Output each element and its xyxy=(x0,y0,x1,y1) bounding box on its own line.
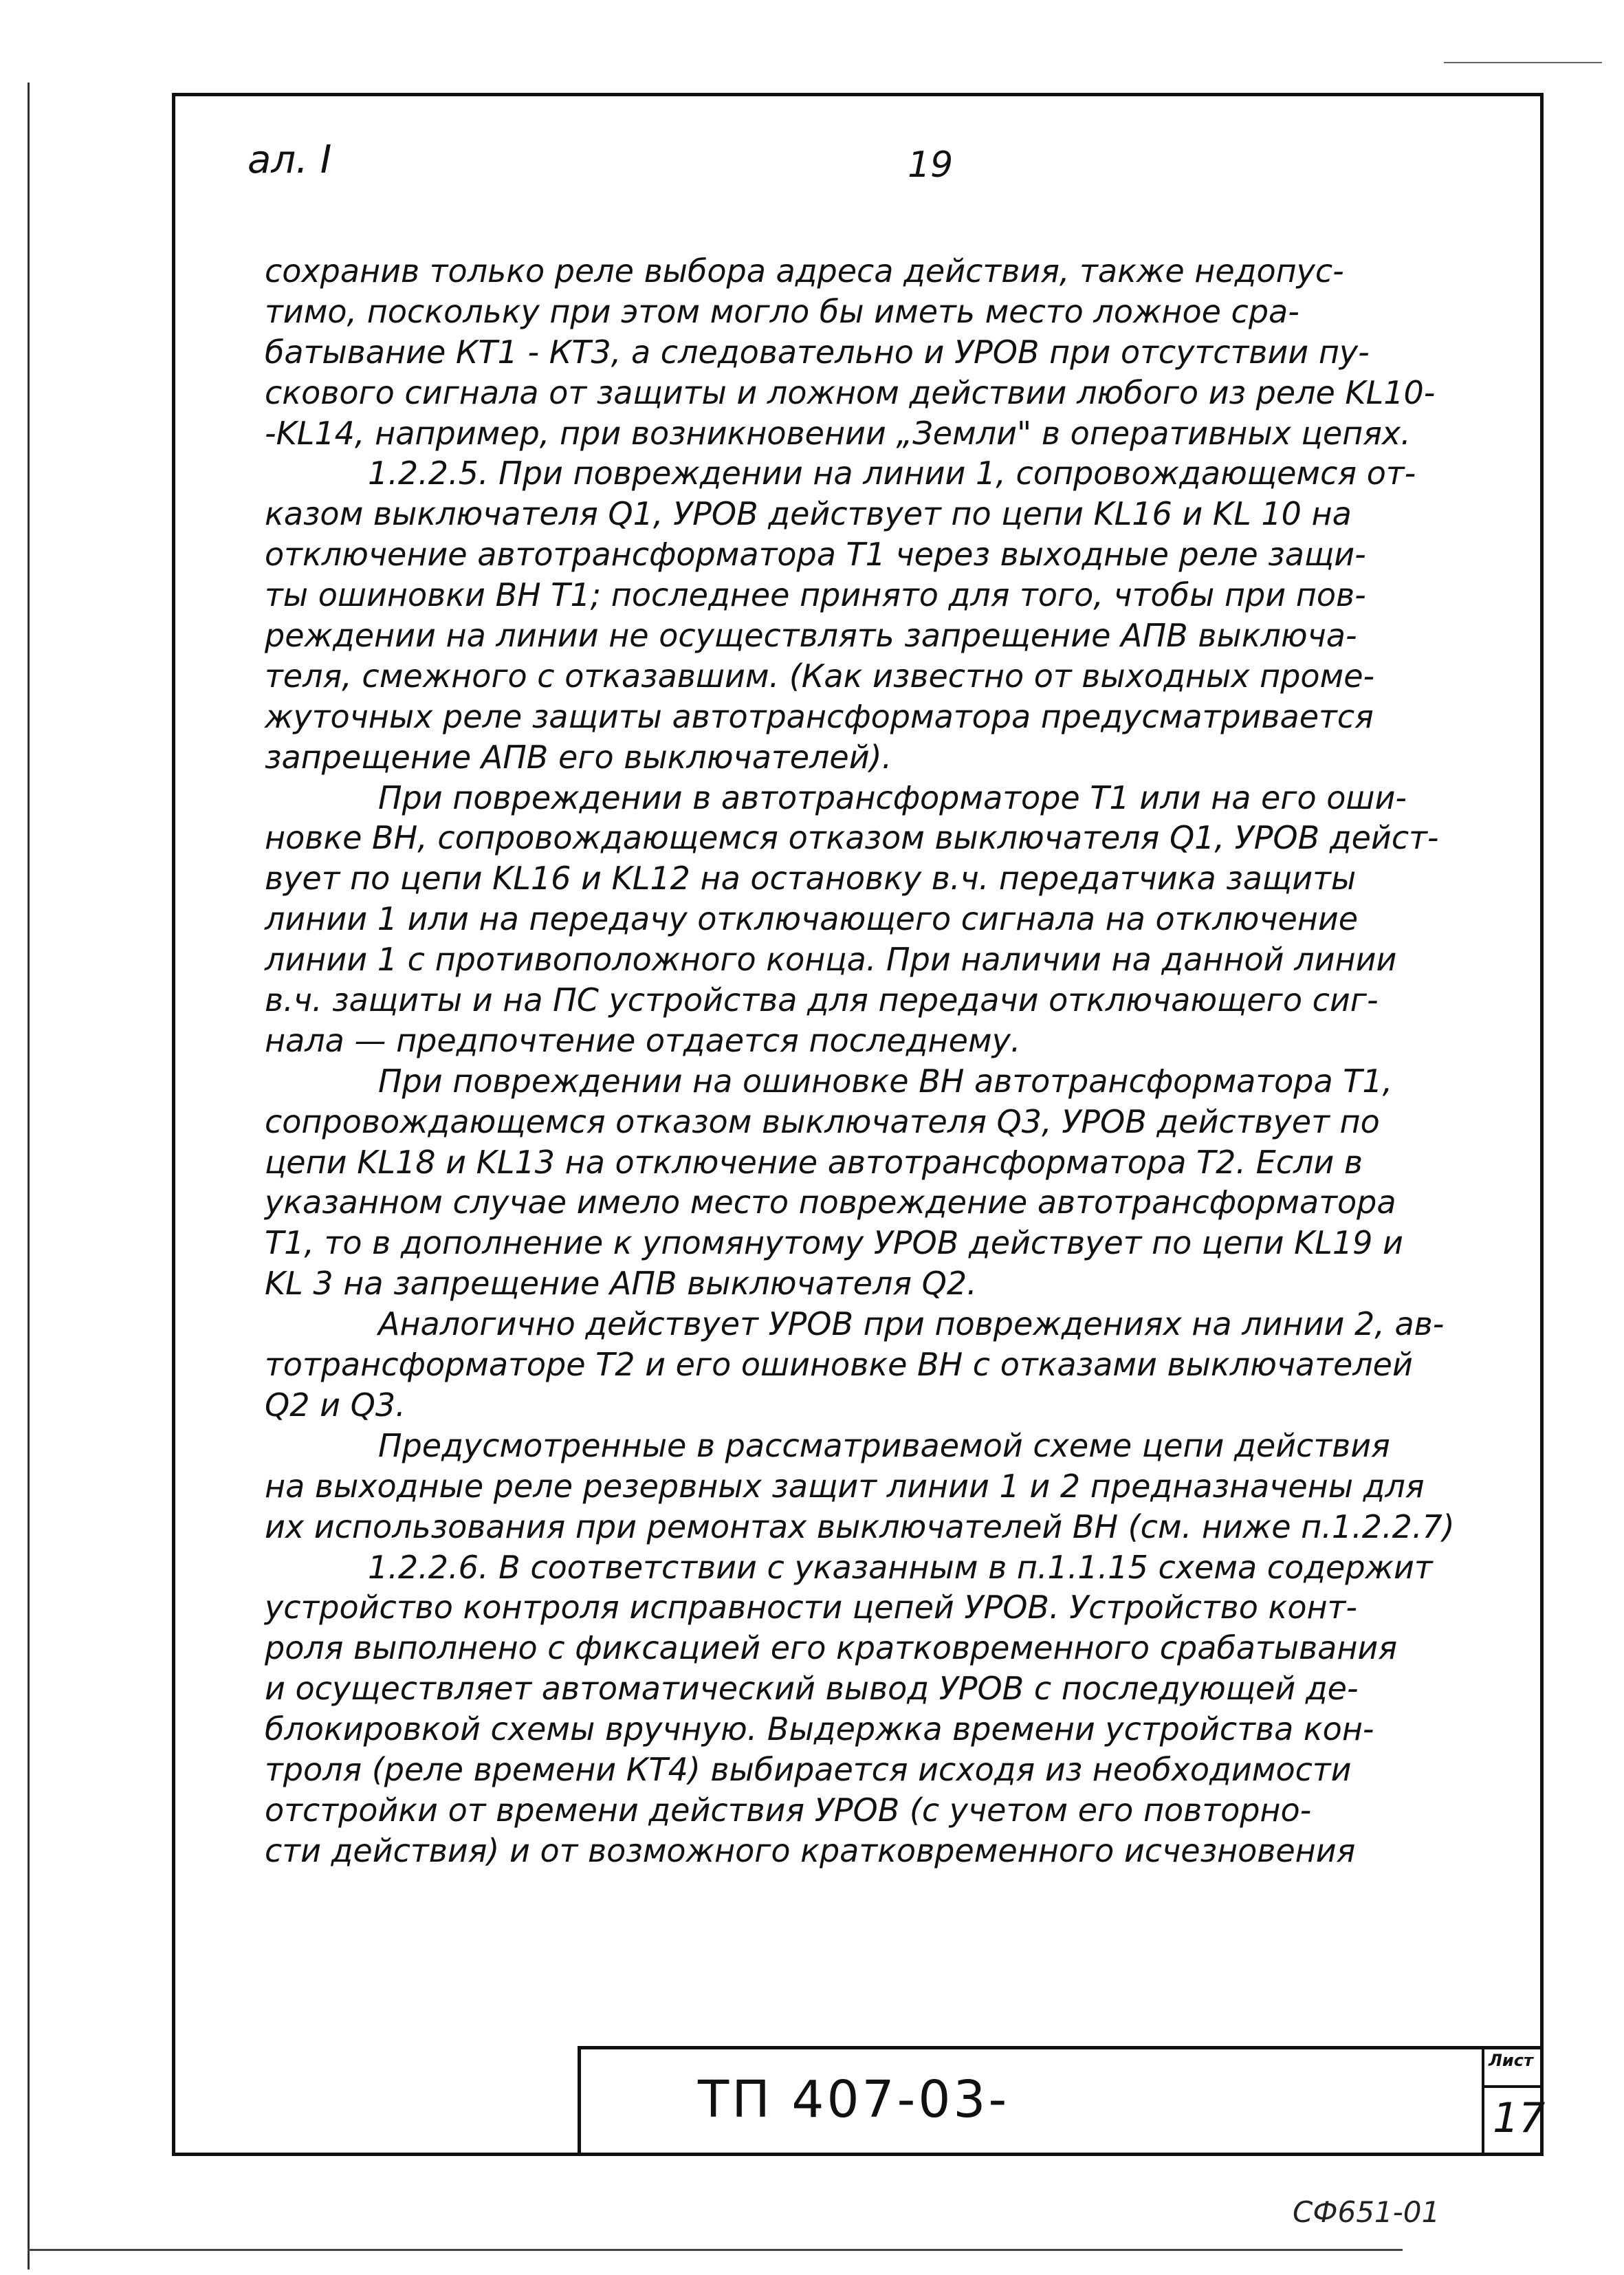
text-line: на выходные реле резервных защит линии 1 и 2 предназначены для xyxy=(265,1467,1425,1505)
text-line: указанном случае имело место повреждение автотрансформатора xyxy=(265,1184,1396,1221)
text-line: Т1, то в дополнение к упомянутому УРОВ действует по цепи KL19 и xyxy=(265,1224,1403,1262)
text-line: сохранив только реле выбора адреса действия, также недопус- xyxy=(265,252,1344,290)
text-line: линии 1 с противоположного конца. При наличии на данной линии xyxy=(265,941,1397,979)
sheet-cell xyxy=(1482,2049,1544,2156)
text-line: реждении на линии не осуществлять запрещение АПВ выключа- xyxy=(265,617,1357,655)
text-line: 1.2.2.6. В соответствии с указанным в п.1.1.15 схема содержит xyxy=(368,1548,1433,1586)
text-line: роля выполнено с фиксацией его кратковременного срабатывания xyxy=(265,1629,1397,1667)
sheet-number: 17 xyxy=(1493,2094,1546,2142)
text-line: жуточных реле защиты автотрансформатора предусматривается xyxy=(265,697,1374,735)
document-code: ТП 407-03- xyxy=(698,2070,1010,2129)
text-line: блокировкой схемы вручную. Выдержка времени устройства кон- xyxy=(265,1710,1374,1748)
text-line: в.ч. защиты и на ПС устройства для передачи отключающего сиг- xyxy=(265,981,1379,1019)
text-line: При повреждении в автотрансформаторе Т1 или на его оши- xyxy=(378,779,1407,816)
text-line: отстройки от времени действия УРОВ (с учетом его повторно- xyxy=(265,1791,1312,1829)
top-edge-rule xyxy=(1444,62,1602,63)
left-margin-rule xyxy=(28,83,30,2269)
text-line: цепи KL18 и KL13 на отключение автотрансформатора Т2. Если в xyxy=(265,1143,1363,1181)
text-line: При повреждении на ошиновке ВН автотрансформатора Т1, xyxy=(378,1062,1393,1100)
text-line: ты ошиновки ВН Т1; последнее принято для того, чтобы при пов- xyxy=(265,576,1366,614)
text-line: сопровождающемся отказом выключателя Q3, УРОВ действует по xyxy=(265,1102,1380,1140)
text-line: тимо, поскольку при этом могло бы иметь место ложное сра- xyxy=(265,292,1299,330)
text-line: отключение автотрансформатора Т1 через выходные реле защи- xyxy=(265,536,1366,574)
text-line: новке ВН, сопровождающемся отказом выключателя Q1, УРОВ дейст- xyxy=(265,819,1439,857)
text-line: теля, смежного с отказавшим. (Как известно от выходных проме- xyxy=(265,657,1375,695)
text-line: Предусмотренные в рассматриваемой схеме цепи действия xyxy=(378,1426,1390,1464)
text-line: Аналогично действует УРОВ при повреждениях на линии 2, ав- xyxy=(378,1305,1445,1343)
text-line: нала — предпочтение отдается последнему. xyxy=(265,1021,1021,1059)
text-line: -KL14, например, при возникновении „Земли" в оперативных цепях. xyxy=(265,414,1411,452)
bottom-margin-rule xyxy=(28,2249,1403,2251)
text-line: казом выключателя Q1, УРОВ действует по цепи KL16 и KL 10 на xyxy=(265,495,1352,533)
text-line: запрещение АПВ его выключателей). xyxy=(265,738,892,776)
sheet-divider xyxy=(1484,2085,1544,2088)
page-number: 19 xyxy=(908,144,954,186)
text-line: Q2 и Q3. xyxy=(265,1386,406,1424)
text-line: тотрансформаторе Т2 и его ошиновке ВН с отказами выключателей xyxy=(265,1346,1413,1384)
text-line: вует по цепи KL16 и KL12 на остановку в.ч. передатчика защиты xyxy=(265,860,1357,897)
title-block xyxy=(578,2046,1544,2156)
text-line: сти действия) и от возможного кратковременного исчезновения xyxy=(265,1831,1356,1869)
sheet-label: Лист xyxy=(1489,2051,1533,2070)
text-line: KL 3 на запрещение АПВ выключателя Q2. xyxy=(265,1265,977,1303)
text-line: линии 1 или на передачу отключающего сигнала на отключение xyxy=(265,900,1359,938)
section-label: ал. I xyxy=(248,138,332,182)
text-line: скового сигнала от защиты и ложном действии любого из реле KL10- xyxy=(265,373,1436,411)
text-line: 1.2.2.5. При повреждении на линии 1, сопровождающемся от- xyxy=(368,455,1416,492)
text-line: троля (реле времени КТ4) выбирается исходя из необходимости xyxy=(265,1750,1352,1788)
text-line: их использования при ремонтах выключателей ВН (см. ниже п.1.2.2.7) xyxy=(265,1507,1455,1545)
text-line: и осуществляет автоматический вывод УРОВ с последующей де- xyxy=(265,1670,1359,1708)
archive-stamp: СФ651-01 xyxy=(1293,2195,1440,2229)
text-line: батывание КТ1 - КТ3, а следовательно и УРОВ при отсутствии пу- xyxy=(265,333,1370,371)
document-body xyxy=(265,251,1533,1871)
text-line: устройство контроля исправности цепей УРОВ. Устройство конт- xyxy=(265,1589,1357,1626)
